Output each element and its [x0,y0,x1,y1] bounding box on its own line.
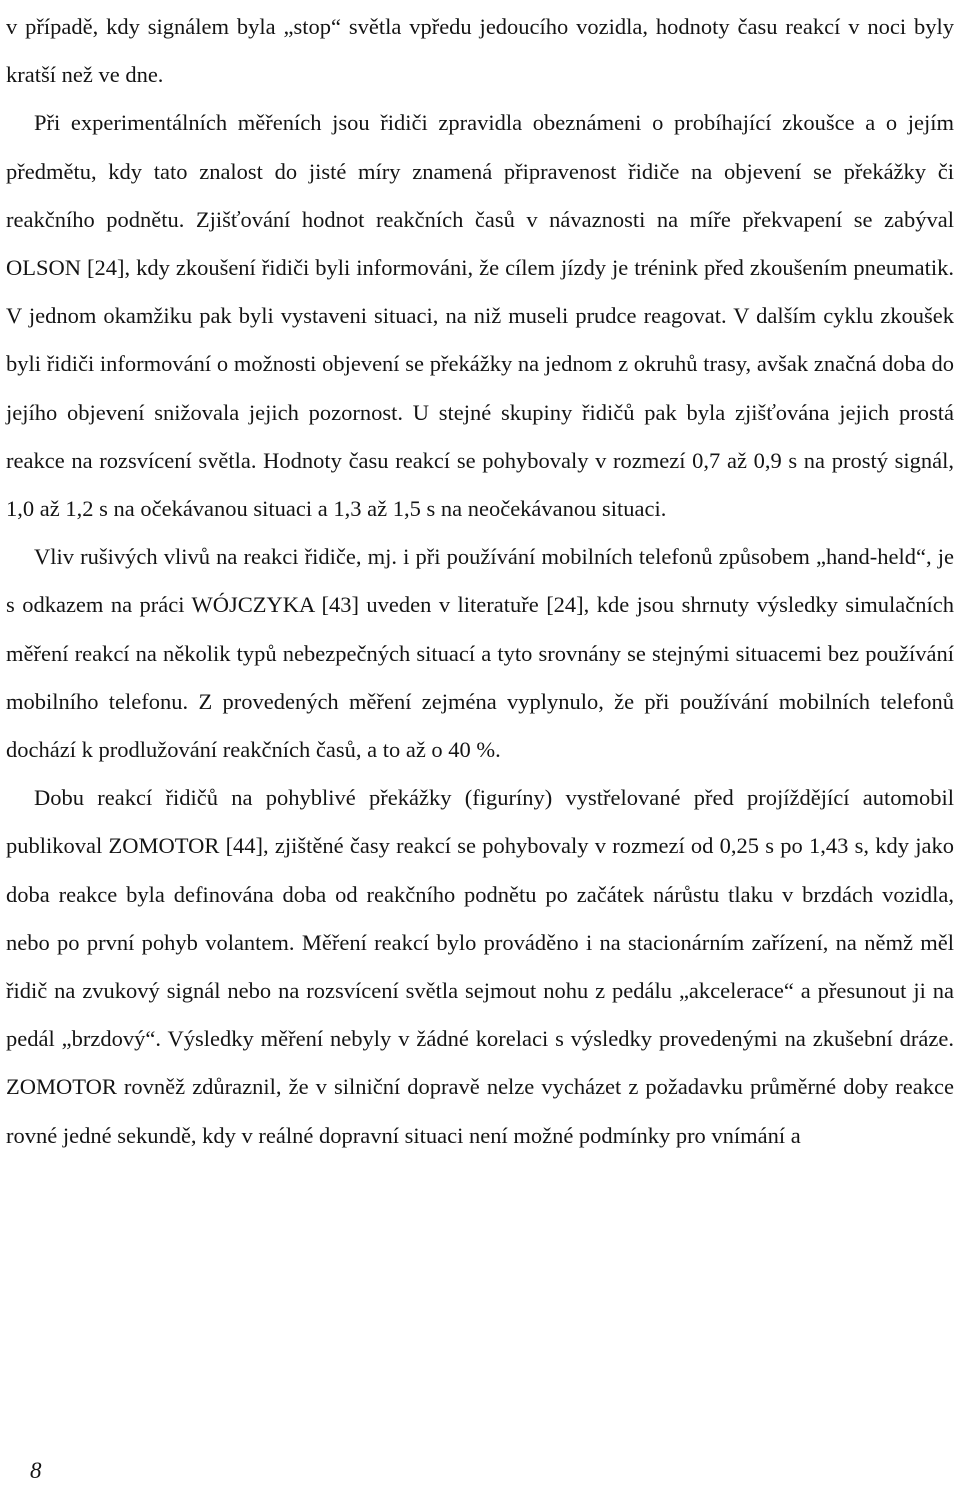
paragraph: Při experimentálních měřeních jsou řidiči zpravidla obeznámeni o probíhající zkoušce a o jejím předmětu, kdy tato znalost do jisté míry znamená připravenost řidiče na objevení se překážky či reakčního podnětu. Zjišťování hodnot reakčních časů v návaznosti na míře překvapení se zabýval OLSON [24], kdy zkoušení řidiči byli informováni, že cílem jízdy je trénink před zkoušením pneumatik. V jednom okamžiku pak byli vystaveni situaci, na niž museli prudce reagovat. V dalším cyklu zkoušek byli řidiči informování o možnosti objevení se překážky na jednom z okruhů trasy, avšak značná doba do jejího objevení snižovala jejich pozornost. U stejné skupiny řidičů pak byla zjišťována jejich prostá reakce na rozsvícení světla. Hodnoty času reakcí se pohybovaly v rozmezí 0,7 až 0,9 s na prostý signál, 1,0 až 1,2 s na očekávanou situaci a 1,3 až 1,5 s na neočekávanou situaci. [6,110,954,522]
page-number: 8 [30,1458,42,1483]
paragraph: Vliv rušivých vlivů na reakci řidiče, mj. i při používání mobilních telefonů způsobem „hand-held“, je s odkazem na práci WÓJCZYKA [43] uveden v literatuře [24], kde jsou shrnuty výsledky simulačních měření reakcí na několik typů nebezpečných situací a tyto srovnány se stejnými situacemi bez používání mobilního telefonu. Z provedených měření zejména vyplynulo, že při používání mobilních telefonů dochází k prodlužování reakčních časů, a to až o 40 %. [6,544,954,763]
document-page [6,0,954,1160]
paragraph-continued: v případě, kdy signálem byla „stop“ světla vpředu jedoucího vozidla, hodnoty času reakcí v noci byly kratší než ve dne. [6,14,954,88]
paragraph: Dobu reakcí řidičů na pohyblivé překážky (figuríny) vystřelované před projíždějící automobil publikoval ZOMOTOR [44], zjištěné časy reakcí se pohybovaly v rozmezí od 0,25 s po 1,43 s, kdy jako doba reakce byla definována doba od reakčního podnětu po začátek nárůstu tlaku v brzdách vozidla, nebo po první pohyb volantem. Měření reakcí bylo prováděno i na stacionárním zařízení, na němž měl řidič na zvukový signál nebo na rozsvícení světla sejmout nohu z pedálu „akcelerace“ a přesunout ji na pedál „brzdový“. Výsledky měření nebyly v žádné korelaci s výsledky provedenými na zkušební dráze. ZOMOTOR rovněž zdůraznil, že v silniční dopravě nelze vycházet z požadavku průměrné doby reakce rovné jedné sekundě, kdy v reálné dopravní situaci není možné podmínky pro vnímání a [6,785,954,1148]
